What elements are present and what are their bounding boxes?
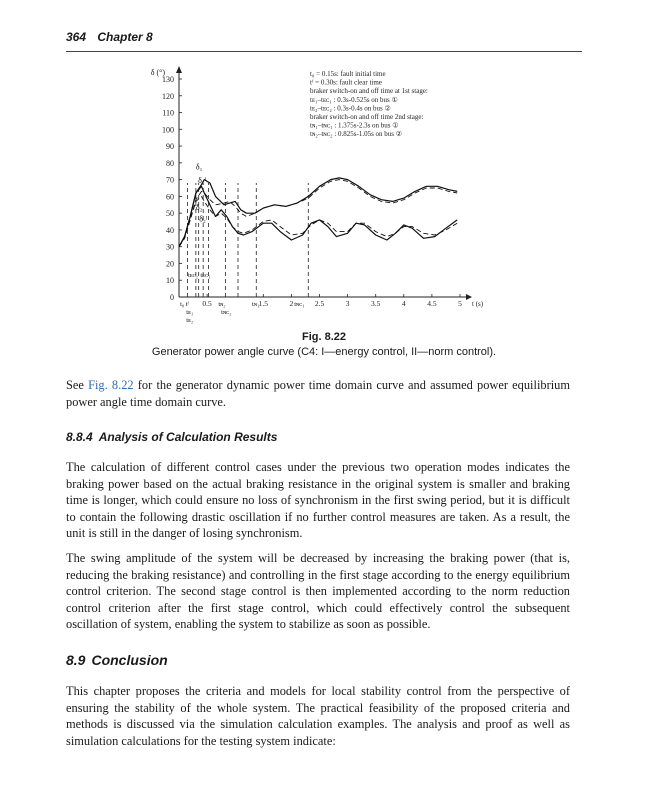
section-title: Conclusion xyxy=(91,652,168,668)
power-angle-chart xyxy=(100,58,500,326)
y-tick-label: 0 xyxy=(170,293,174,302)
y-tick-label: 40 xyxy=(166,225,174,235)
time-axis-label: tɴᴄ₁ xyxy=(294,301,305,308)
time-marker-label: tᴇᴄ₂ xyxy=(187,271,199,279)
x-tick-label: 3.5 xyxy=(371,299,381,308)
y-tick-label: 100 xyxy=(162,125,174,135)
time-axis-label: tᴇ₂ xyxy=(186,317,194,324)
paragraph-text: for the generator dynamic power time domain curve and assumed power equilibrium power angle time domain curve. xyxy=(66,378,570,409)
y-tick-label: 130 xyxy=(162,75,174,84)
section-heading-8-8-4 xyxy=(66,430,277,444)
series-line xyxy=(179,196,457,246)
annotation-line: tᴇ₁–tᴇᴄ₁ : 0.3s-0.525s on bus ① xyxy=(310,95,398,104)
page-number: 364 xyxy=(66,30,87,44)
paragraph-conclusion: This chapter proposes the criteria and models for local stability control from the perspective of ensuring the stability of the whole system. The practical feasibility of the proposed criteria and methods is discussed via the simulation calculation examples. The analysis and proof as well as simulation calculations for the testing system indicate: xyxy=(66,684,570,748)
chart-time-markers xyxy=(187,183,308,297)
annotation-line: braker switch-on and off time 2nd stage: xyxy=(310,113,424,121)
y-tick-label: 110 xyxy=(162,108,174,118)
paragraph-lead: See xyxy=(66,378,89,392)
y-axis-arrow xyxy=(176,66,182,73)
y-tick-label: 80 xyxy=(166,158,174,168)
x-tick-label: 4 xyxy=(401,299,406,308)
y-tick-label: 10 xyxy=(166,276,174,286)
y-tick-label: 50 xyxy=(166,209,174,219)
y-tick-label: 20 xyxy=(166,259,174,269)
x-tick-label: 0.5 xyxy=(202,299,212,308)
y-tick-label: 120 xyxy=(162,91,174,101)
annotation-line: t₀ = 0.15s: fault initial time xyxy=(310,70,386,78)
series-line xyxy=(179,180,457,247)
time-axis-label: tɴᴄ₂ xyxy=(221,309,232,316)
x-tick-label: 5 xyxy=(458,299,462,308)
paragraph-figure-reference xyxy=(66,377,570,410)
time-axis-label: tɴ₁ xyxy=(252,301,260,308)
chapter-title: Chapter 8 xyxy=(97,30,153,44)
chart-annotation xyxy=(310,70,428,138)
header-rule xyxy=(66,51,582,52)
time-axis-label: t₀ xyxy=(180,301,185,308)
section-heading-8-9 xyxy=(66,652,168,668)
curve-label: δ₂ᴵ xyxy=(199,214,208,224)
chart-labels xyxy=(180,163,305,324)
series-line xyxy=(179,186,457,246)
chart-series-group xyxy=(179,175,457,247)
time-marker-label: tᴇᴄ₁ xyxy=(200,271,211,279)
y-tick-label: 90 xyxy=(166,142,174,152)
annotation-line: tᴇ₂–tᴇᴄ₂ : 0.3s-0.4s on bus ② xyxy=(310,104,391,113)
running-head xyxy=(66,30,153,44)
x-axis-label: t (s) xyxy=(472,300,484,308)
annotation-line: tɴ₁–tɴᴄ₁ : 1.375s-2.3s on bus ① xyxy=(310,121,399,130)
section-number: 8.9 xyxy=(66,652,86,668)
x-tick-label: 2.5 xyxy=(314,299,325,308)
y-axis-label: δ (°) xyxy=(150,68,165,77)
figure-link[interactable]: Fig. 8.22 xyxy=(88,378,134,392)
time-axis-label: tɴ₂ xyxy=(218,301,226,308)
time-axis-label: tᴇ₁ xyxy=(186,309,194,316)
time-axis-label: tᶠ xyxy=(185,301,189,308)
section-title: Analysis of Calculation Results xyxy=(98,430,278,444)
x-tick-label: 3 xyxy=(345,299,350,308)
y-tick-label: 60 xyxy=(166,192,174,202)
paragraph-analysis-2: The swing amplitude of the system will be decreased by increasing the braking power (that is, reducing the braking resistance) and controlling in the first stage according to the energy equilibrium control criterion. The second stage control is then implemented according to the norm reduction control criterion after the first stage control, which could effectively control the subsequent oscillation of system, enabling the system to stabilize as soon as possible. xyxy=(66,551,570,632)
paragraph-analysis-1: The calculation of different control cases under the previous two operation modes indicates the braking power based on the actual braking resistance in the original system is smaller and braking time is longer, which could ensure no loss of synchronism in the first swing period, but it is difficult to contain the following drastic oscillation if no further control measures are taken. As a result, the unit is still in the danger of losing synchronism. xyxy=(66,460,570,541)
x-tick-label: 4.5 xyxy=(427,299,437,308)
y-tick-label: 70 xyxy=(166,175,174,185)
curve-label: δ₂ xyxy=(195,202,203,212)
annotation-line: braker switch-on and off time at 1st stage: xyxy=(310,87,428,96)
section-number: 8.8.4 xyxy=(66,430,93,444)
x-tick-label: 1.5 xyxy=(258,299,268,308)
curve-label: δ₁ᴵ xyxy=(198,175,207,185)
annotation-line: tᶠ = 0.30s: fault clear time xyxy=(310,78,382,87)
annotation-line: tɴ₂–tɴᴄ₂ : 0.825s-1.05s on bus ② xyxy=(310,130,403,139)
series-line xyxy=(179,175,457,247)
y-tick-label: 30 xyxy=(166,242,174,252)
x-tick-label: 2 xyxy=(289,299,294,308)
figure-label: Fig. 8.22 xyxy=(301,331,347,343)
curve-label: δ₁ xyxy=(195,162,203,172)
figure-caption: Generator power angle curve (C4: I—energy control, II—norm control). xyxy=(151,346,497,358)
